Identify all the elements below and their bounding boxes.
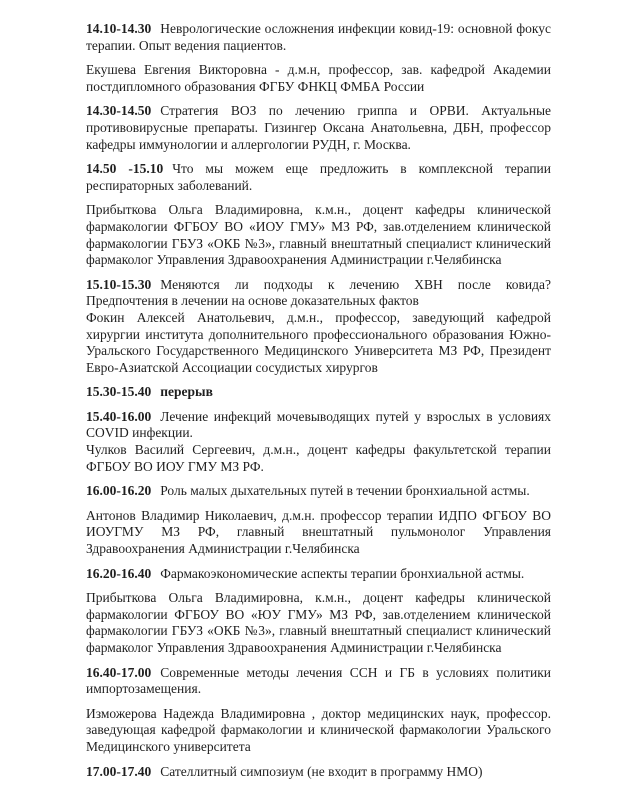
entry-title: Прибыткова Ольга Владимировна, к.м.н., доцент кафедры клинической фармакологии ФГБОУ ВО «ЮУ ГМУ» МЗ РФ, зав.отделением клинической фармакологии ГБУЗ «ОКБ №3», главный внештатный специалист клинический фармаколог Управления Здравоохранения Администрации г.Челябинска <box>86 590 551 655</box>
entry-title: Екушева Евгения Викторовна - д.м.н, профессор, зав. кафедрой Академии постдипломного образования ФГБУ ФНКЦ ФМБА России <box>86 62 551 94</box>
program-entry <box>86 508 551 558</box>
program-entry <box>86 21 551 54</box>
program-entry <box>86 384 551 401</box>
entry-title: Современные методы лечения ССН и ГБ в условиях политики импортозамещения. <box>86 664 551 697</box>
entry-title: Что мы можем еще предложить в комплексной терапии респираторных заболеваний. <box>86 161 552 193</box>
program-entry <box>86 409 551 475</box>
program-entry <box>86 103 551 153</box>
entry-title: Стратегия ВОЗ по лечению гриппа и ОРВИ. Актуальные противовирусные препараты. Гизингер Оксана Анатольевна, ДБН, профессор кафедры иммунологии и аллергологии РУДН, г. Москва. <box>86 103 551 152</box>
program-entry <box>86 161 551 194</box>
entry-time: 16.40-17.00 <box>86 664 152 680</box>
entry-speaker: Фокин Алексей Анатольевич, д.м.н., профессор, заведующий кафедрой хирургии института дополнительного профессионального образования Южно-Уральского Государственного Медицинского Университета МЗ РФ, Президент Евро-Азиатской Ассоциации сосудистых хирургов <box>86 309 551 375</box>
program-entry <box>86 764 551 781</box>
entry-title: Лечение инфекций мочевыводящих путей у взрослых в условиях COVID инфекции. <box>86 408 551 441</box>
entry-time: 15.10-15.30 <box>86 276 152 292</box>
program-entry <box>86 590 551 656</box>
entry-time: 14.30-14.50 <box>86 103 152 119</box>
entry-title: Прибыткова Ольга Владимировна, к.м.н., доцент кафедры клинической фармакологии ФГБОУ ВО «ИОУ ГМУ» МЗ РФ, зав.отделением клинической фармакологии ГБУЗ «ОКБ №3», главный внештатный специалист клинический фармаколог Управления Здравоохранения Администрации г.Челябинска <box>86 202 551 268</box>
entry-title: Антонов Владимир Николаевич, д.м.н. профессор терапии ИДПО ФГБОУ ВО ИОУГМУ МЗ РФ, главный внештатный пульмонолог Управления Здравоохранения Администрации г.Челябинска <box>86 507 551 557</box>
program-entry <box>86 665 551 698</box>
entry-time: 14.10-14.30 <box>86 21 152 36</box>
entry-title: Роль малых дыхательных путей в течении бронхиальной астмы. <box>160 483 530 499</box>
entry-title: Сателлитный симпозиум (не входит в программу НМО) <box>160 763 483 779</box>
entry-title: Меняются ли подходы к лечению ХВН после ковида? Предпочтения в лечении на основе доказательных фактов <box>86 276 551 309</box>
program-entry <box>86 202 551 268</box>
program-entry <box>86 62 551 95</box>
entry-title: перерыв <box>160 384 213 400</box>
entry-speaker: Чулков Василий Сергеевич, д.м.н., доцент кафедры факультетской терапии ФГБОУ ВО ИОУ ГМУ МЗ РФ. <box>86 442 551 474</box>
program-entry <box>86 483 551 500</box>
entry-title: Изможерова Надежда Владимировна , доктор медицинских наук, профессор. заведующая кафедрой фармакологии и клинической фармакологии Уральского Медицинского университета <box>86 705 551 754</box>
entry-time: 17.00-17.40 <box>86 763 152 779</box>
program-entry <box>86 706 551 756</box>
entry-title: Фармакоэкономические аспекты терапии бронхиальной астмы. <box>160 565 525 581</box>
entry-time: 14.50 -15.10 <box>86 161 164 177</box>
entry-time: 16.00-16.20 <box>86 483 152 499</box>
entry-time: 15.40-16.00 <box>86 408 152 424</box>
entry-time: 16.20-16.40 <box>86 565 152 581</box>
entry-title: Неврологические осложнения инфекции ковид-19: основной фокус терапии. Опыт ведения пациентов. <box>86 21 551 53</box>
entry-time: 15.30-15.40 <box>86 384 152 400</box>
program-entry <box>86 277 551 377</box>
program-entry <box>86 566 551 583</box>
